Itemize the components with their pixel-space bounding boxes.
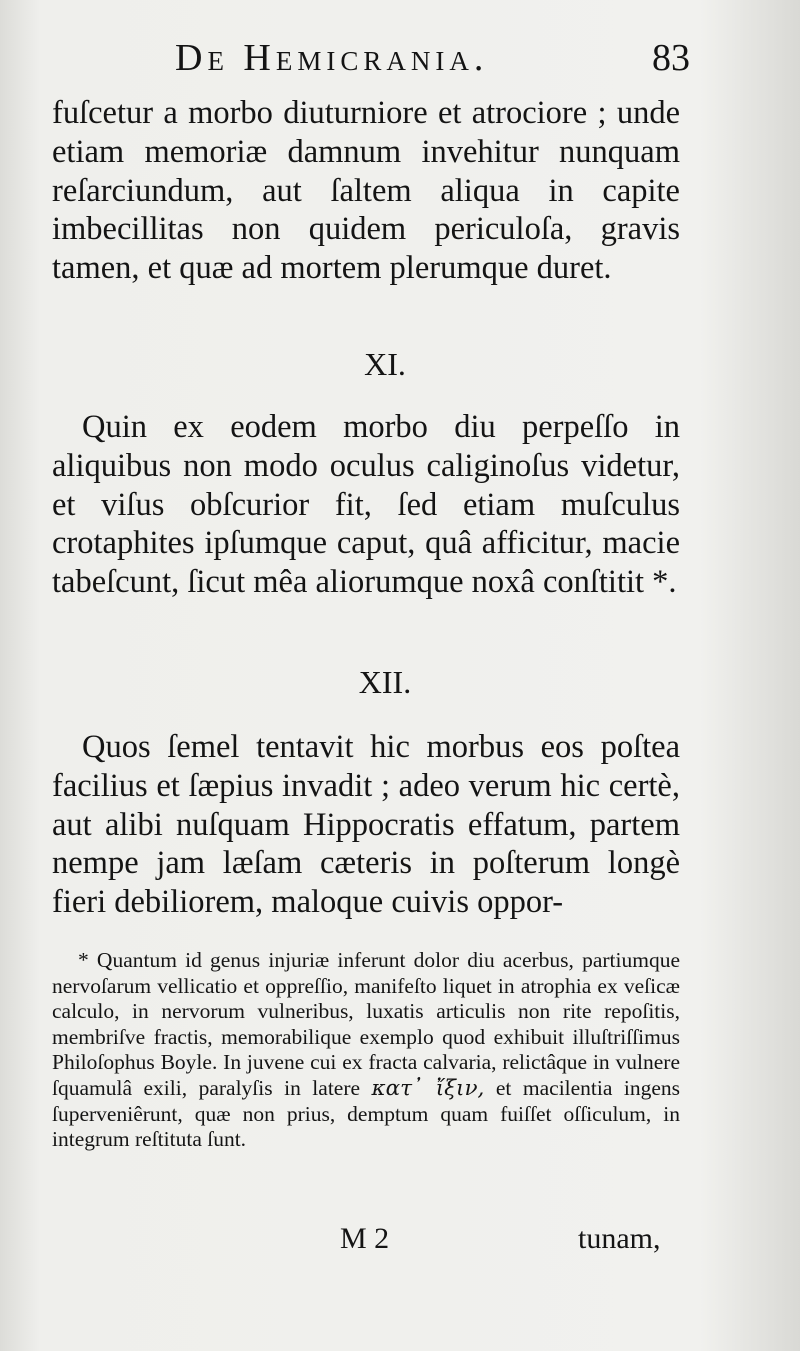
catchword: tunam, — [578, 1222, 661, 1255]
footnote-greek-phrase: κατ᾽ ἴξιν, — [371, 1075, 485, 1101]
footnote-text-start: * Quantum id genus injuriæ inferunt dolor diu acerbus, partiumque nervoſarum vellicatio et oppreſſio, manifeſto liquet in atrophia ex veſicæ calculo, in nervorum vulneribus, luxatis articulis non rite repoſitis, membriſve fractis, memorabilique exemplo quod exhibuit illuſtriſſimus Philoſophus Boyle. In juvene cui ex fracta calvaria, relictâque in vulnere ſquamulâ exili, paralyſis in latere — [52, 948, 680, 1100]
paragraph-1 — [52, 94, 680, 288]
page-number: 83 — [652, 37, 690, 79]
section-heading-xi: XI. — [364, 346, 406, 382]
section-xii-text: Quos ſemel tentavit hic morbus eos poſtea facilius et ſæpius invadit ; adeo verum hic certè, aut alibi nuſquam Hippocratis effatum, partem nempe jam læſam cæteris in poſterum longè fieri debiliorem, maloque cuivis oppor- — [52, 729, 680, 921]
signature-mark: M 2 — [340, 1222, 390, 1255]
footnote-text-end: et macilentia ingens ſuperveniêrunt, quæ non prius, demptum quam fuiſſet oſſiculum, in integrum reſtituta ſunt. — [52, 1075, 681, 1152]
running-title: De Hemicrania. — [175, 37, 489, 79]
section-xi-text: Quin ex eodem morbo diu perpeſſo in aliquibus non modo oculus caliginoſus videtur, et viſus obſcurior fit, ſed etiam muſculus crotaphites ipſumque caput, quâ afficitur, macie tabeſcunt, ſicut mêa aliorumque noxâ conſtitit *. — [52, 409, 680, 601]
page-header — [175, 36, 690, 86]
section-xi-paragraph — [52, 408, 680, 602]
section-heading-xii: XII. — [358, 664, 412, 700]
paragraph-1-text: fuſcetur a morbo diuturniore et atrociore ; unde etiam memoriæ damnum invehitur nunquam reſarciundum, aut ſaltem aliqua in capite imbecillitas non quidem periculoſa, gravis tamen, et quæ ad mortem plerumque duret. — [52, 95, 680, 287]
footnote — [52, 948, 680, 1153]
section-xii-paragraph — [52, 728, 680, 922]
